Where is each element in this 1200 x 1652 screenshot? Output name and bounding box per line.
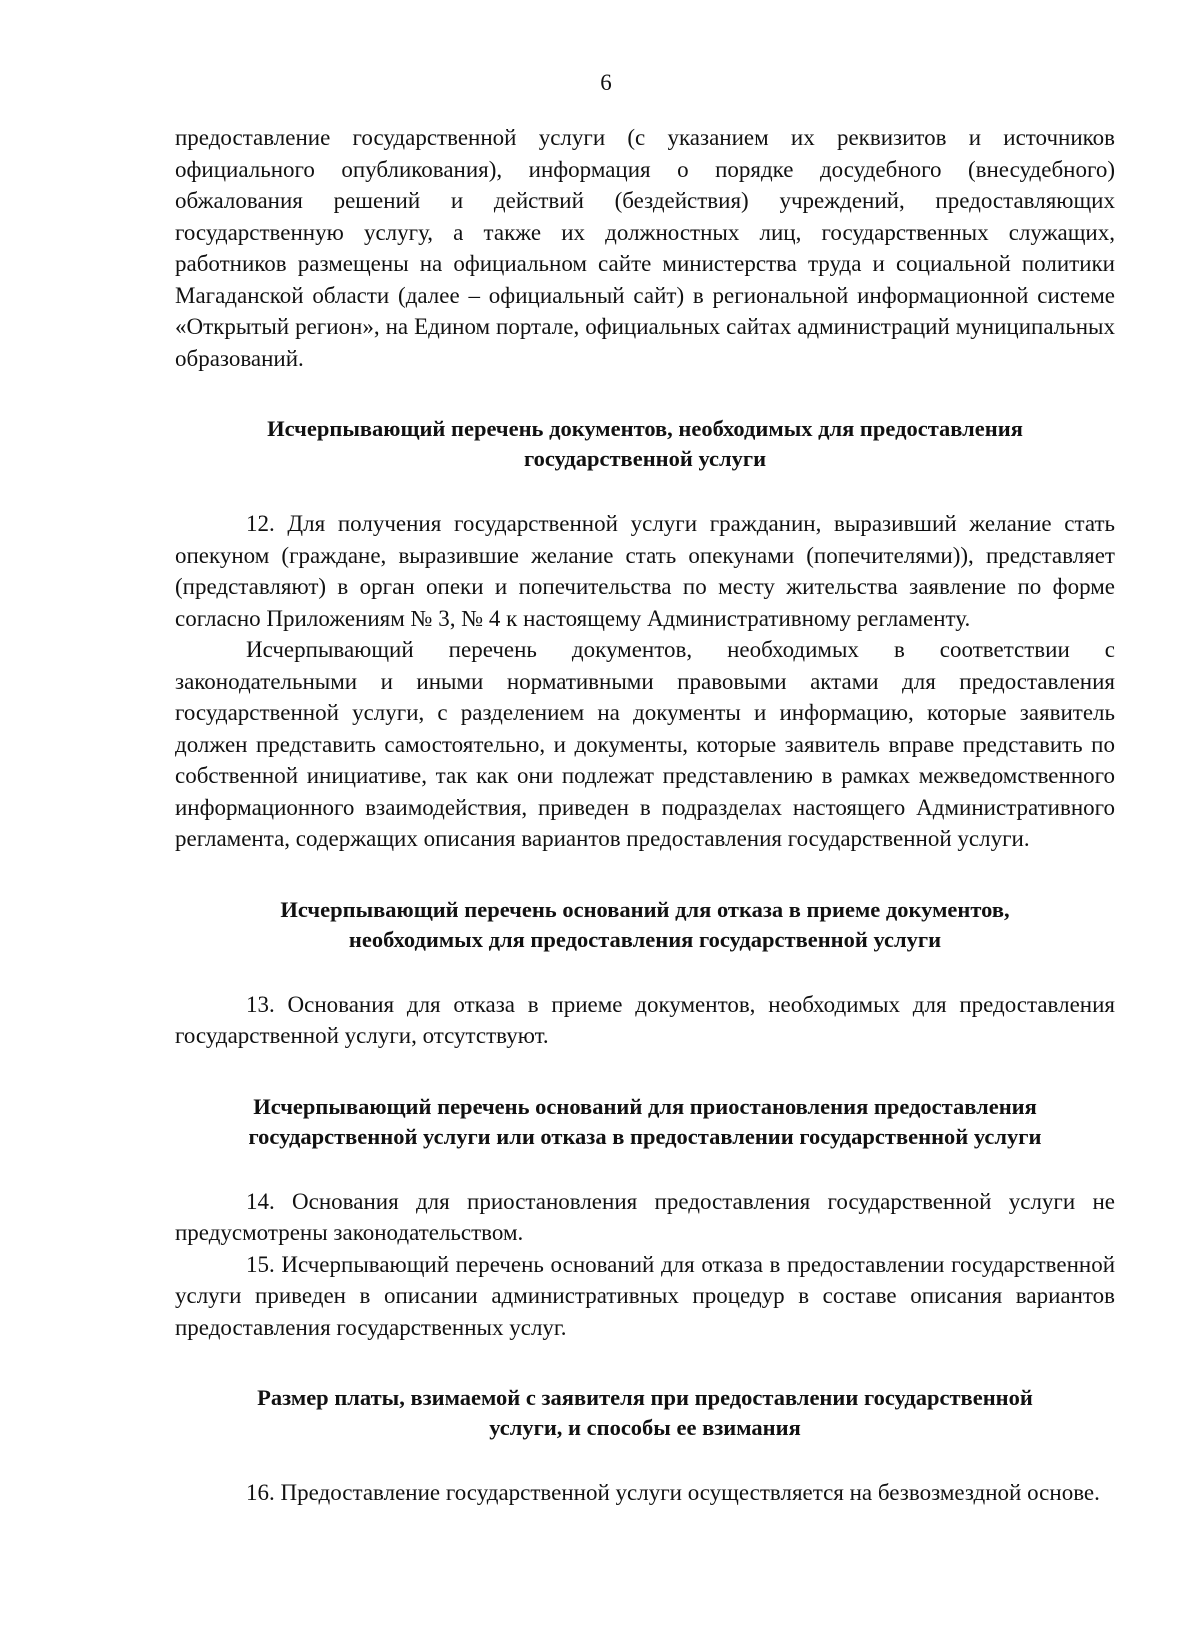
heading-line: государственной услуги (523, 446, 767, 471)
section-heading-documents (175, 414, 1115, 474)
heading-line: необходимых для предоставления государственной услуги (348, 926, 942, 952)
heading-line: Размер платы, взимаемой с заявителя при предоставлении государственной (257, 1385, 1033, 1410)
page-number: 6 (600, 70, 612, 95)
paragraph-16: 16. Предоставление государственной услуги осуществляется на безвозмездной основе. (246, 1480, 1100, 1505)
paragraph-intro: предоставление государственной услуги (с указанием их реквизитов и источников официального опубликования), информация о порядке досудебного (внесудебного) обжалования решений и действий (бездействия) учреждений, предоставляющих государственную услугу, а также их должностных лиц, государственных служащих, работников размещены на официальном сайте министерства труда и социальной политики Магаданской области (далее – официальный сайт) в региональной информационной системе «Открытый регион», на Едином портале, официальных сайтах администраций муниципальных образований. (175, 125, 1115, 371)
heading-line: Исчерпывающий перечень оснований для приостановления предоставления (253, 1093, 1037, 1119)
paragraph-12: 12. Для получения государственной услуги гражданин, выразивший желание стать опекуном (граждане, выразившие желание стать опекунами (попечителями)), представляет (представляют) в орган опеки и попечительства по месту жительства заявление по форме согласно Приложениям № 3, № 4 к настоящему Административному регламенту. (175, 511, 1115, 631)
heading-line: услуги, и способы ее взимания (489, 1415, 801, 1440)
section-heading-refusal-acceptance (175, 895, 1115, 955)
heading-line: Исчерпывающий перечень оснований для отказа в приеме документов, (280, 896, 1010, 922)
heading-line: государственной услуги или отказа в предоставлении государственной услуги (248, 1123, 1042, 1149)
paragraph-12-continued: Исчерпывающий перечень документов, необходимых в соответствии с законодательными и иными нормативными правовыми актами для предоставления государственной услуги, с разделением на документы и информацию, которые заявитель должен представить самостоятельно, и документы, которые заявитель вправе представить по собственной инициативе, так как они подлежат представлению в рамках межведомственного информационного взаимодействия, приведен в подразделах настоящего Административного регламента, содержащих описания вариантов предоставления государственной услуги. (175, 637, 1115, 851)
section-heading-fee (175, 1383, 1115, 1443)
document-body (175, 122, 1115, 1509)
section-heading-suspension (175, 1092, 1115, 1152)
paragraph-13: 13. Основания для отказа в приеме документов, необходимых для предоставления государственной услуги, отсутствуют. (175, 991, 1115, 1048)
heading-line: Исчерпывающий перечень документов, необходимых для предоставления (267, 416, 1023, 441)
paragraph-14: 14. Основания для приостановления предоставления государственной услуги не предусмотрены законодательством. (175, 1188, 1115, 1245)
paragraph-15: 15. Исчерпывающий перечень оснований для отказа в предоставлении государственной услуги приведен в описании административных процедур в составе описания вариантов предоставления государственных услуг. (175, 1251, 1115, 1340)
